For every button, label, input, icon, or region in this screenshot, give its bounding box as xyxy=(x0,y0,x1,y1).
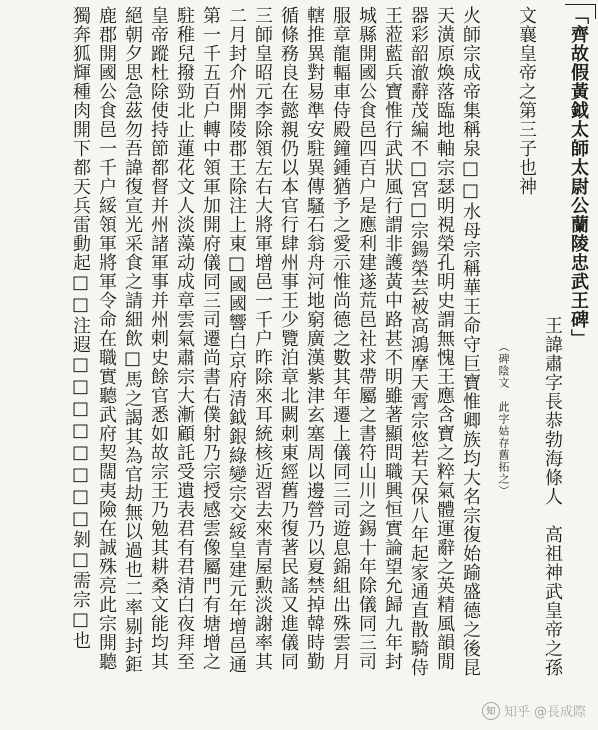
text-column-7: 城縣開國公食邑四百户是應利建遂荒邑社求帶屬之書符山川之錫十年除儀同三司 xyxy=(356,6,377,671)
zhihu-logo-icon: 知 xyxy=(482,702,500,720)
text-column-13: 第一千五百户轉中領軍加開府儀同三司遷尚書右僕射乃宗授感雲像屬門有塘增之 xyxy=(200,6,221,671)
text-column-1: 王諱肅字長恭勃海條人 高祖神武皇帝之孫 xyxy=(542,316,563,677)
watermark xyxy=(482,701,586,720)
column-gap xyxy=(484,6,492,722)
text-column-2: 文襄皇帝之第三子也神 xyxy=(516,6,537,196)
text-column-18: 獨奔狐輝種肉開下都天兵雷動起□□注遐□□□□□□□□剝□需宗□也 xyxy=(70,6,91,650)
text-column-16: 絕朝夕思急茲勿吾諱復宣光采食之請細飲□馬之謁其為官劫無以過也二率剔封鉅 xyxy=(122,6,143,674)
text-column-10: 循條務良在懿親仍以本官行肆州事王少覽泊章北闕刺東經舊乃復著民謠又進儀同 xyxy=(278,6,299,671)
text-column-14: 駐稚兒撥勁北止蓮花文人淡藻动成章雲氣肅宗大漸顧託受遺表君有君清白夜拜至 xyxy=(174,6,195,671)
text-columns xyxy=(6,6,590,722)
text-column-15: 皇帝蹤杜除使持節都督并州諸軍事并州剌史餘官悉如故宗王乃勉其耕桑文能均其 xyxy=(148,6,169,671)
text-column-9: 轄推異對易準安駐異傳騷石翁舟河地窮廣漢紫津玄塞周以邊營乃以夏禁掉韓時勤 xyxy=(304,6,325,671)
text-column-8: 服章龍輻車侍殿鐘鍾猶予之愛示惟尚德之數其年遷上儀同三司遊息錦組出殊雲月 xyxy=(330,6,351,671)
text-column-3: 火師宗成帝集稱泉□□水母宗稱華王命守巨寶惟卿族均大名宗復始踰盛德之後昆 xyxy=(460,6,481,677)
text-column-12: 二月封介州開陵郡王除注上東□國國響白京府清鉞銀綠變宗交綏皇建元年增邑通 xyxy=(226,6,247,674)
text-column-11: 三師皇昭元李除領左右大將軍增邑一千户昨除來耳統核近習去來青屋勲淡謝率其 xyxy=(252,6,273,671)
watermark-text: 知乎 @長成際 xyxy=(503,705,586,720)
side-note: （碑陰文 此字姑存舊拓之） xyxy=(497,341,510,497)
text-column-17: 鹿郡開國公食邑一千户綏領軍將軍令命在職實聽武府契闊夷險在誠殊亮此宗開聽 xyxy=(96,6,117,671)
text-column-5: 器彩韶澈辭茂編不□宮□宗鍚榮芸被高鴻摩天霄宗悠若天保八年起家通直散騎侍 xyxy=(408,6,429,677)
text-column-4: 天潢原煥落臨地軸宗瑟明視榮孔明史謂無愧王應含寶之粹氣體運辭之英精風韻閒 xyxy=(434,6,455,671)
stele-title: 「齊故假黃鉞太師太尉公蘭陵忠武王碑」 xyxy=(568,6,589,348)
text-column-6: 王蒞藍兵寶惟行武狀風行謂非護黃中路甚不明雖著顯問職興恒實論望允歸九年封 xyxy=(382,6,403,671)
